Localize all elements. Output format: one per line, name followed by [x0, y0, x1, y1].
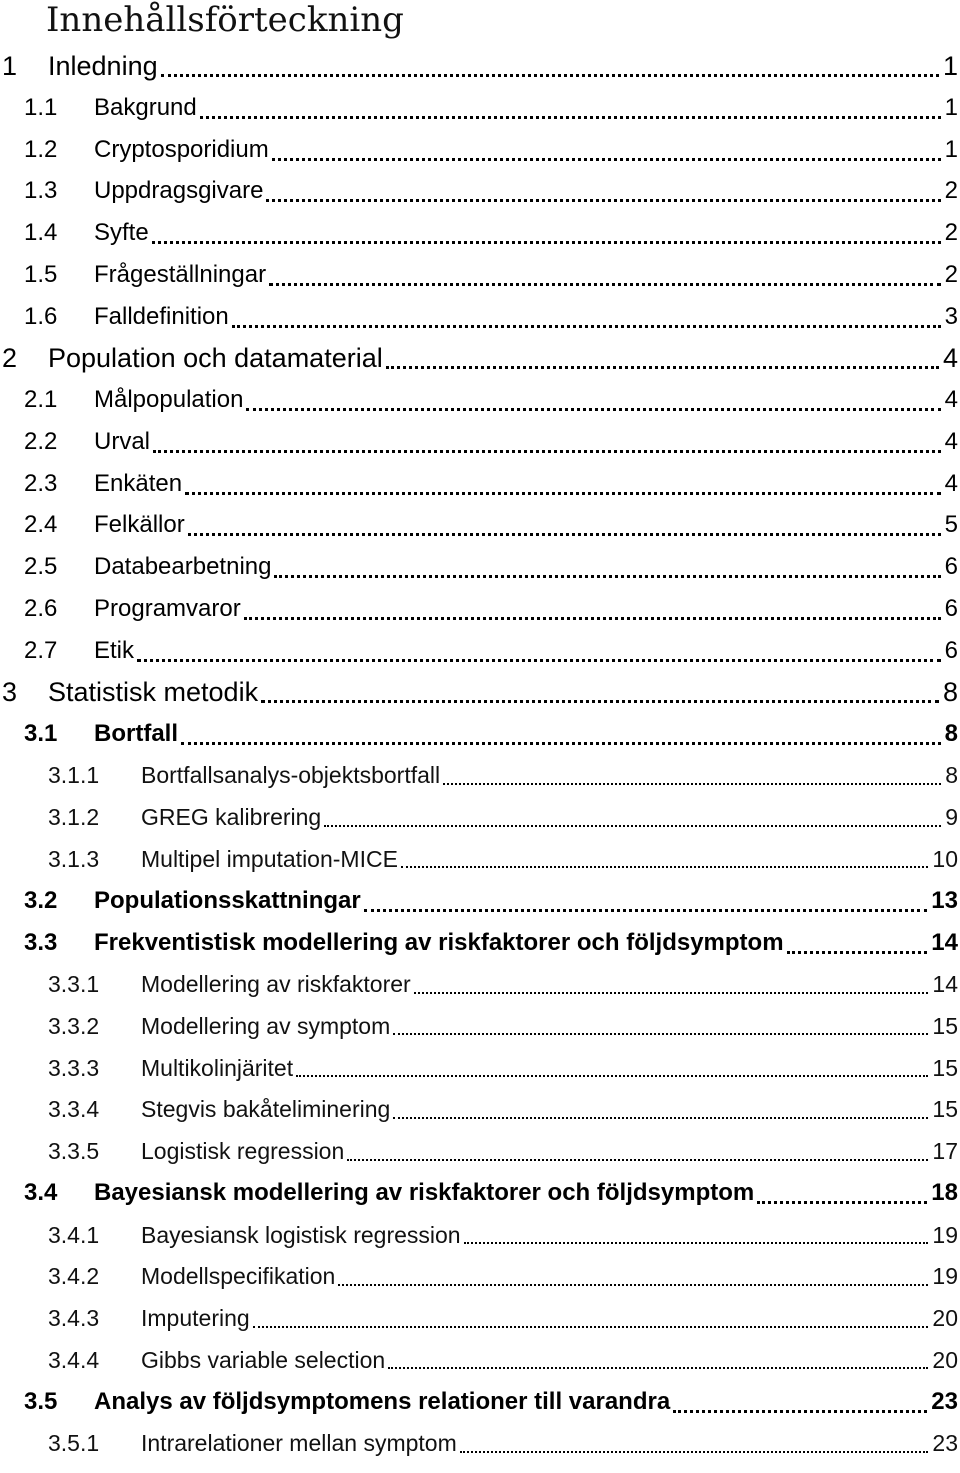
dot-leader	[386, 366, 939, 369]
toc-entry-number: 1.2	[24, 135, 58, 163]
toc-entry-title: Inledning	[48, 50, 158, 81]
toc-entry-title: Logistisk regression	[141, 1138, 345, 1164]
dot-leader	[460, 1451, 929, 1453]
toc-entry[interactable]	[0, 756, 960, 796]
toc-entry-number: 1.5	[24, 260, 58, 288]
dot-leader	[757, 1201, 927, 1204]
toc-entry-number: 2.2	[24, 427, 58, 455]
toc-entry-page: 18	[931, 1179, 958, 1207]
dot-leader	[232, 325, 941, 328]
toc-entry-number: 3.5	[24, 1388, 58, 1415]
dot-leader	[464, 1242, 929, 1244]
toc-entry-page: 4	[942, 342, 958, 373]
dot-leader	[261, 700, 939, 703]
toc-entry-page: 13	[931, 887, 958, 914]
dot-leader	[274, 575, 940, 578]
toc-entry-title: Stegvis bakåteliminering	[141, 1096, 391, 1123]
toc-entry[interactable]	[0, 171, 960, 211]
toc-entry[interactable]	[0, 88, 960, 128]
toc-entry-page: 14	[932, 971, 958, 997]
dot-leader	[137, 659, 941, 662]
toc-entry[interactable]	[0, 1299, 960, 1339]
toc-entry[interactable]	[0, 464, 960, 504]
toc-entry-page: 2	[944, 177, 958, 205]
toc-entry-number: 3.3.4	[48, 1096, 100, 1123]
toc-entry[interactable]	[0, 1090, 960, 1130]
toc-entry-page: 17	[932, 1138, 958, 1164]
dot-leader	[364, 909, 928, 912]
toc-entry-page: 14	[931, 928, 958, 956]
toc-entry-title: Frekventistisk modellering av riskfaktorer och följdsymptom	[94, 928, 784, 956]
toc-entry-page: 5	[944, 511, 958, 539]
toc-entry[interactable]	[0, 338, 960, 378]
toc-entry-number: 3.3.5	[48, 1138, 100, 1164]
toc-entry[interactable]	[0, 631, 960, 671]
toc-entry-page: 15	[932, 1054, 958, 1081]
dot-leader	[673, 1410, 927, 1413]
toc-entry-title: Frågeställningar	[94, 260, 267, 288]
toc-entry-number: 3.3.3	[48, 1054, 100, 1081]
dot-leader	[269, 283, 941, 286]
toc-entry-title: Etik	[94, 636, 135, 664]
toc-entry-title: Databearbetning	[94, 553, 272, 580]
dot-leader	[401, 866, 928, 868]
toc-heading: Innehållsförteckning	[46, 0, 404, 40]
toc-entry-title: Gibbs variable selection	[141, 1346, 386, 1373]
dot-leader	[185, 492, 941, 495]
toc-entry-page: 15	[932, 1096, 958, 1123]
toc-entry-number: 3.3.2	[48, 1012, 100, 1039]
toc-entry[interactable]	[0, 213, 960, 253]
toc-entry[interactable]	[0, 255, 960, 295]
toc-entry[interactable]	[0, 297, 960, 337]
dot-leader	[388, 1367, 928, 1369]
toc-entry-number: 3.1	[24, 720, 58, 747]
dot-leader	[787, 951, 928, 954]
toc-entry-title: Bayesiansk logistisk regression	[141, 1221, 461, 1248]
toc-entry[interactable]	[0, 1173, 960, 1213]
toc-entry-number: 2.3	[24, 469, 58, 497]
toc-entry-page: 4	[944, 469, 958, 497]
dot-leader	[296, 1075, 928, 1077]
toc-entry-page: 23	[931, 1388, 958, 1415]
toc-entry-number: 2.7	[24, 636, 58, 664]
toc-entry-title: Statistisk metodik	[48, 676, 259, 707]
toc-entry-number: 3	[2, 676, 18, 707]
toc-entry-number: 1.1	[24, 93, 58, 121]
toc-entry[interactable]	[0, 380, 960, 420]
toc-entry-page: 10	[932, 845, 958, 872]
toc-entry-number: 2.4	[24, 511, 58, 539]
toc-entry[interactable]	[0, 839, 960, 879]
toc-entry-title: Analys av följdsymptomens relationer till varandra	[94, 1388, 671, 1415]
toc-entry[interactable]	[0, 547, 960, 587]
toc-entry-title: Bakgrund	[94, 93, 197, 121]
dot-leader	[188, 533, 941, 536]
toc-entry-page: 8	[942, 676, 958, 707]
toc-entry-page: 19	[932, 1221, 958, 1248]
toc-entry-page: 8	[944, 720, 958, 747]
toc-entry-title: Intrarelationer mellan symptom	[141, 1430, 457, 1457]
toc-entry-title: Cryptosporidium	[94, 135, 269, 163]
dot-leader	[393, 1117, 928, 1119]
toc-entry-title: Modellering av symptom	[141, 1012, 391, 1039]
toc-entry-page: 20	[932, 1346, 958, 1373]
toc-entry-title: Syfte	[94, 219, 149, 246]
dot-leader	[200, 116, 941, 119]
toc-entry-title: Multipel imputation-MICE	[141, 845, 398, 872]
dot-leader	[347, 1159, 928, 1161]
toc-entry-title: Målpopulation	[94, 386, 244, 413]
dot-leader	[161, 74, 939, 77]
dot-leader	[152, 241, 941, 244]
toc-entry-number: 3.1.2	[48, 804, 100, 830]
toc-entry[interactable]	[0, 46, 960, 86]
toc-entry-number: 3.2	[24, 887, 58, 914]
toc-entry-title: Programvaror	[94, 594, 241, 622]
toc-entry-number: 3.3.1	[48, 971, 100, 997]
toc-entry-number: 1	[2, 50, 18, 81]
dot-leader	[181, 742, 941, 745]
toc-entry-page: 8	[945, 762, 958, 789]
toc-entry[interactable]	[0, 1006, 960, 1046]
toc-entry-title: Enkäten	[94, 469, 183, 497]
dot-leader	[338, 1284, 928, 1286]
toc-entry-number: 3.1.1	[48, 762, 100, 789]
toc-entry-page: 6	[944, 594, 958, 622]
toc-entry-page: 1	[942, 50, 958, 81]
toc-entry-number: 3.5.1	[48, 1430, 100, 1457]
toc-entry-number: 1.6	[24, 302, 58, 330]
dot-leader	[324, 825, 941, 827]
toc-entry-page: 2	[944, 260, 958, 288]
toc-entry-title: Falldefinition	[94, 302, 229, 330]
toc-entry-page: 9	[945, 804, 958, 830]
toc-entry-page: 4	[944, 386, 958, 413]
toc-entry-title: Populationsskattningar	[94, 887, 361, 914]
toc-entry-number: 2.5	[24, 553, 58, 580]
dot-leader	[414, 992, 929, 994]
toc-entry[interactable]	[0, 1257, 960, 1297]
toc-entry[interactable]	[0, 881, 960, 921]
toc-entry-page: 4	[944, 427, 958, 455]
toc-entry-title: Population och datamaterial	[48, 342, 383, 373]
toc-entry[interactable]	[0, 1132, 960, 1172]
toc-entry-page: 6	[944, 636, 958, 664]
toc-entry-number: 3.4	[24, 1179, 58, 1207]
dot-leader	[443, 783, 941, 785]
toc-entry-number: 2.1	[24, 386, 58, 413]
toc-entry-page: 1	[944, 135, 958, 163]
toc-entry-title: Modellering av riskfaktorer	[141, 971, 411, 997]
toc-entry-number: 3.3	[24, 928, 58, 956]
toc-entry-number: 3.4.4	[48, 1346, 100, 1373]
toc-entry-page: 6	[944, 553, 958, 580]
toc-entry-number: 1.4	[24, 219, 58, 246]
toc-entry-page: 19	[932, 1263, 958, 1290]
toc-entry-page: 2	[944, 219, 958, 246]
toc-entry-title: Felkällor	[94, 511, 185, 539]
toc-entry[interactable]	[0, 130, 960, 170]
toc-entry-title: Bortfallsanalys-objektsbortfall	[141, 762, 441, 789]
toc-entry-title: Modellspecifikation	[141, 1263, 336, 1290]
toc-entry-number: 3.1.3	[48, 845, 100, 872]
toc-entry[interactable]	[0, 1340, 960, 1380]
toc-entry[interactable]	[0, 798, 960, 838]
toc-entry-number: 3.4.1	[48, 1221, 100, 1248]
toc-entry-title: Bortfall	[94, 720, 178, 747]
toc-entry-number: 3.4.2	[48, 1263, 100, 1290]
dot-leader	[244, 617, 941, 620]
toc-entry-number: 2	[2, 342, 18, 373]
toc-entry-title: Multikolinjäritet	[141, 1054, 294, 1081]
toc-entry-number: 2.6	[24, 594, 58, 622]
toc-entry[interactable]	[0, 714, 960, 754]
toc-entry[interactable]	[0, 965, 960, 1005]
toc-entry-page: 23	[932, 1430, 958, 1457]
toc-entry[interactable]	[0, 422, 960, 462]
toc-entry-title: Imputering	[141, 1305, 250, 1331]
toc-entry-number: 1.3	[24, 177, 58, 205]
dot-leader	[246, 408, 940, 411]
toc-entry-page: 3	[944, 302, 958, 330]
dot-leader	[253, 1326, 929, 1328]
dot-leader	[266, 199, 940, 202]
toc-entry-page: 1	[944, 93, 958, 121]
toc-entry[interactable]	[0, 923, 960, 963]
toc-entry-title: GREG kalibrering	[141, 804, 322, 830]
toc-entry-number: 3.4.3	[48, 1305, 100, 1331]
toc-entry[interactable]	[0, 505, 960, 545]
toc-entry[interactable]	[0, 1424, 960, 1464]
toc-entry-title: Bayesiansk modellering av riskfaktorer och följdsymptom	[94, 1179, 755, 1207]
dot-leader	[272, 158, 941, 161]
toc-entry-page: 20	[932, 1305, 958, 1331]
dot-leader	[153, 450, 941, 453]
toc-entry[interactable]	[0, 589, 960, 629]
toc-entry[interactable]	[0, 1382, 960, 1422]
toc-entry[interactable]	[0, 1048, 960, 1088]
toc-entry[interactable]	[0, 1215, 960, 1255]
toc-entry-page: 15	[932, 1012, 958, 1039]
toc-entry-title: Uppdragsgivare	[94, 177, 264, 205]
dot-leader	[393, 1033, 928, 1035]
toc-entry[interactable]	[0, 672, 960, 712]
toc-entry-title: Urval	[94, 427, 151, 455]
